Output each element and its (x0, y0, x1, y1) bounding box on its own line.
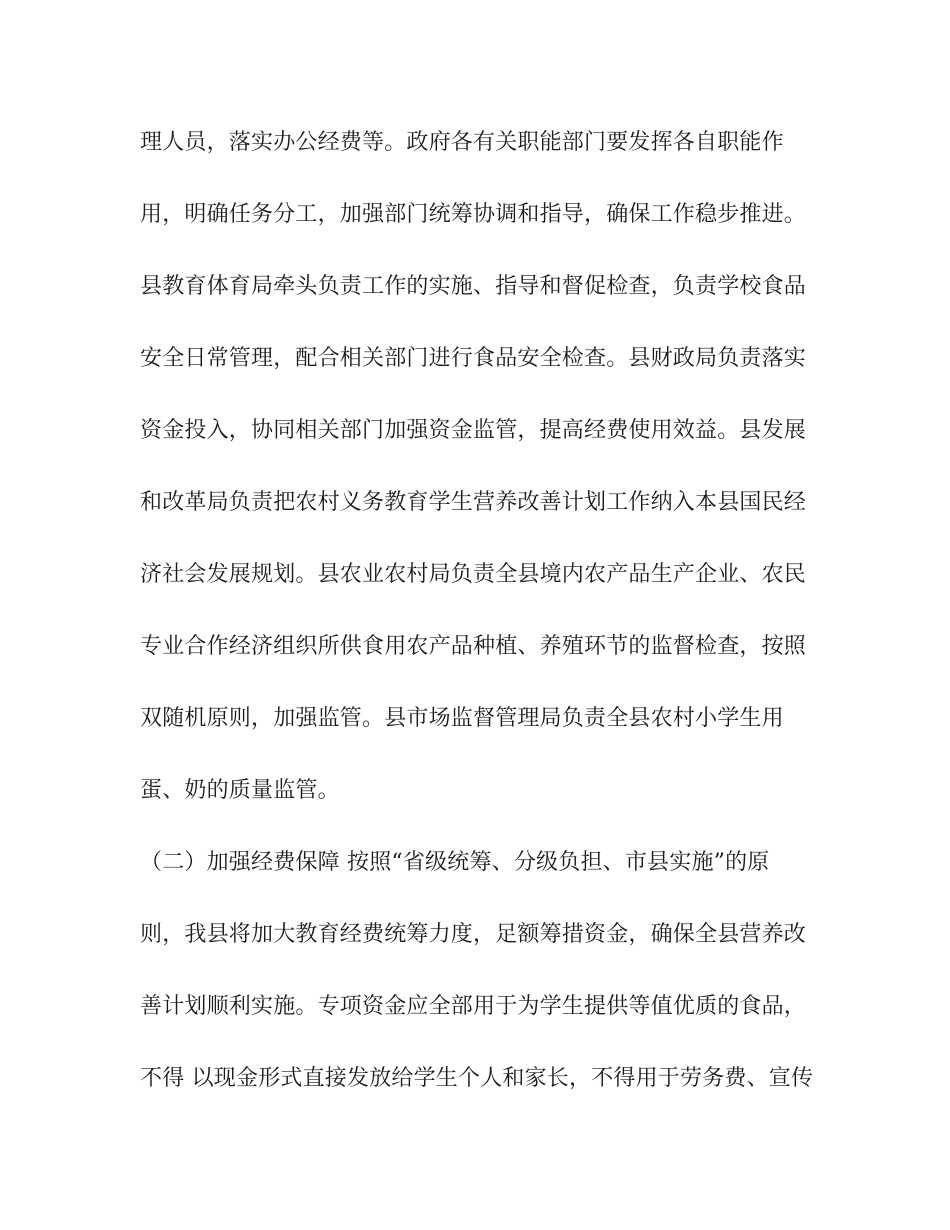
text-line: 双随机原则，加强监管。县市场监督管理局负责全县农村小学生用 (140, 706, 784, 731)
text-line: 安全日常管理，配合相关部门进行食品安全检查。县财政局负责落实 (140, 346, 807, 371)
text-line: 和改革局负责把农村义务教育学生营养改善计划工作纳入本县国民经 (140, 490, 807, 515)
text-line: 县教育体育局牵头负责工作的实施、指导和督促检查，负责学校食品 (140, 274, 807, 299)
text-line: 资金投入，协同相关部门加强资金监管，提高经费使用效益。县发展 (140, 418, 807, 443)
text-line: 不得 以现金形式直接发放给学生个人和家长，不得用于劳务费、宣传 (140, 1066, 814, 1091)
text-line: 善计划顺利实施。专项资金应全部用于为学生提供等值优质的食品， (140, 994, 807, 1019)
text-line: 专业合作经济组织所供食用农产品种植、养殖环节的监督检查，按照 (140, 634, 807, 659)
text-line: 则，我县将加大教育经费统筹力度，足额筹措资金，确保全县营养改 (140, 922, 807, 947)
text-line: 用，明确任务分工，加强部门统筹协调和指导，确保工作稳步推进。 (140, 202, 807, 227)
section-heading-line: （二）加强经费保障 按照“省级统筹、分级负担、市县实施”的原 (140, 850, 770, 875)
text-line: 蛋、奶的质量监管。 (140, 778, 340, 803)
text-line: 理人员，落实办公经费等。政府各有关职能部门要发挥各自职能作 (140, 130, 784, 155)
text-line: 济社会发展规划。县农业农村局负责全县境内农产品生产企业、农民 (140, 562, 807, 587)
